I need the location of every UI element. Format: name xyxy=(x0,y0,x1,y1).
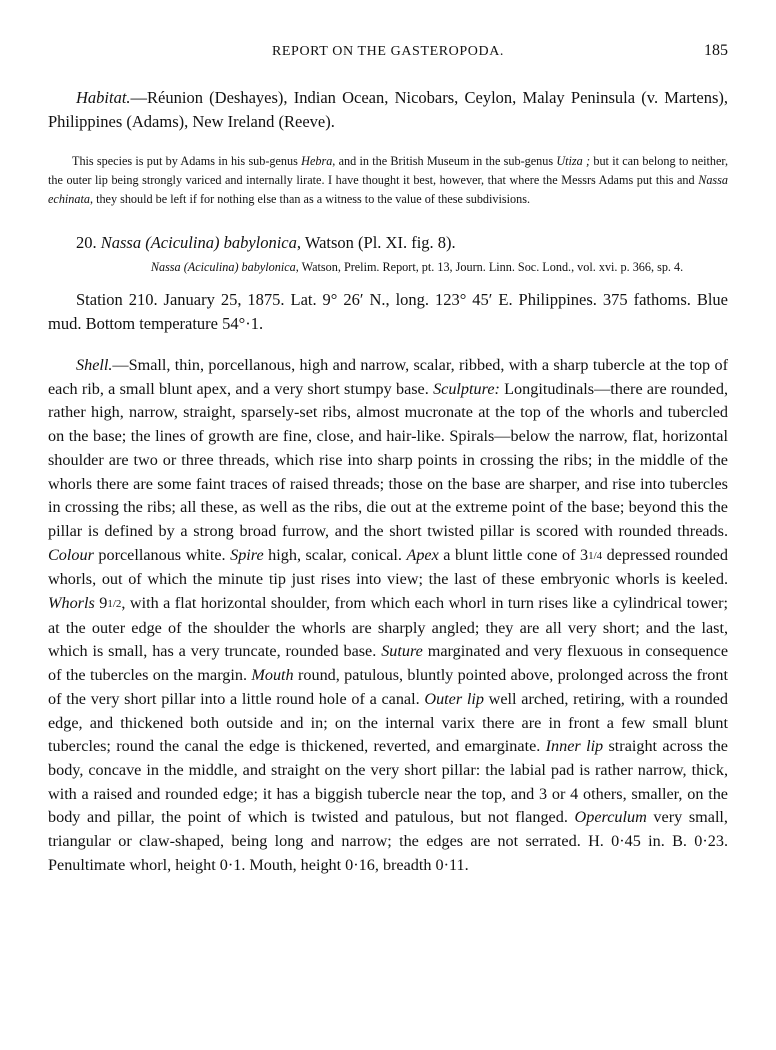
habitat-paragraph xyxy=(48,86,728,134)
species-heading xyxy=(48,231,728,255)
operculum-label: Operculum xyxy=(574,808,647,827)
outer-lip-text: well arched, retiring, with a rounded edge, and thickened both outside and in; on the internal varix there are in front a few small blunt tubercles; round the canal the edge is thickened, reverted, and emarginate. xyxy=(48,689,729,756)
literature-reference xyxy=(48,259,728,276)
habitat-text: —Réunion (Deshayes), Indian Ocean, Nicobars, Ceylon, Malay Peninsula (v. Martens), Philippines (Adams), New Ireland (Reeve). xyxy=(48,88,728,131)
note-species-echinata: Nassa echinata xyxy=(48,173,728,206)
shell-text: —Small, thin, porcellanous, high and narrow, scalar, ribbed, with a sharp tubercle at the top of each rib, a small blunt apex, and a very short stumpy base. xyxy=(48,356,728,398)
suture-text: marginated and very flexuous in consequence of the tubercles on the margin. xyxy=(48,642,729,685)
classification-note xyxy=(48,152,728,209)
reference-species-name: Nassa (Aciculina) babylonica xyxy=(150,260,296,274)
note-text-3: but it can belong to neither, the outer lip being strongly variced and internally lirate. I have thought it best, however, that where the Messrs Adams put this and xyxy=(48,154,728,187)
whorls-number: 9 xyxy=(94,594,108,613)
reference-text: , Watson, Prelim. Report, pt. 13, Journ. Linn. Soc. Lond., vol. xvi. p. 366, sp. 4. xyxy=(295,260,684,274)
spire-label: Spire xyxy=(230,545,264,564)
mouth-label: Mouth xyxy=(251,666,294,685)
note-genus-hebra: Hebra xyxy=(301,154,333,168)
apex-text-b: depressed rounded whorls, out of which the minute tip just rises into view; the last of these embryonic whorls is keeled. xyxy=(48,545,728,589)
whorls-fraction: 1/2 xyxy=(107,598,122,611)
running-title: REPORT ON THE GASTEROPODA. xyxy=(271,44,505,59)
note-text-4: , they should be left if for nothing else than as a witness to the value of these subdivisions. xyxy=(89,192,530,206)
colour-text: porcellanous white. xyxy=(93,545,231,564)
apex-text-a: a blunt little cone of 3 xyxy=(438,545,589,564)
page-header xyxy=(48,38,728,62)
shell-label: Shell. xyxy=(76,356,113,374)
note-text-2: , and in the British Museum in the sub-genus xyxy=(332,154,557,168)
sculpture-text: Longitudinals—there are rounded, rather high, narrow, straight, sparsely-set ribs, almost mucronate at the top of the whorls and tubercled on the base; the lines of growth are fine, close, and hair-like. Spirals—below the narrow, flat, horizontal shoulder are two or three threads, which rise into sharp points in crossing the ribs; in the middle of the whorls there are some faint traces of raised threads; those on the base are sharper, and rise into tubercles in crossing the ribs; all these, as well as the ribs, die out at the extreme point of the base; beyond this the pillar is defined by a strong broad furrow, and the short twisted pillar is scored with rounded threads. xyxy=(48,379,728,540)
outer-lip-label: Outer lip xyxy=(424,689,484,708)
shell-description xyxy=(48,354,728,877)
note-genus-utiza: Utiza ; xyxy=(556,154,591,168)
apex-label: Apex xyxy=(406,545,439,564)
species-name: Nassa (Aciculina) babylonica xyxy=(100,233,297,252)
colour-label: Colour xyxy=(48,545,94,564)
whorls-text: , with a flat horizontal shoulder, from which each whorl in turn rises like a cylindrical tower; at the outer edge of the shoulder the whorls are sharply angled; they are all very short; and the last, which is small, has a very truncate, rounded base. xyxy=(48,594,728,661)
habitat-label: Habitat. xyxy=(76,88,131,107)
page-number: 185 xyxy=(704,42,728,59)
suture-label: Suture xyxy=(381,642,423,661)
inner-lip-text: straight across the body, concave in the middle, and straight on the very short pillar: the labial pad is rather narrow, thick, with a raised and rounded edge; it has a biggish tubercle near the top, and 3 or 4 others, smaller, on the body and pillar, the point of which is twisted and patulous, but not flanged. xyxy=(48,737,728,827)
species-author: , Watson (Pl. XI. fig. 8). xyxy=(296,233,456,252)
page xyxy=(48,38,728,877)
species-number: 20. xyxy=(76,233,97,252)
whorls-label: Whorls xyxy=(48,594,95,613)
note-text-1: This species is put by Adams in his sub-genus xyxy=(72,154,302,168)
operculum-text: very small, triangular or claw-shaped, being long and narrow; the edges are not serrated. H. 0·45 in. B. 0·23. Penultimate whorl, height 0·1. Mouth, height 0·16, breadth 0·11. xyxy=(48,808,728,874)
station-record: Station 210. January 25, 1875. Lat. 9° 26′ N., long. 123° 45′ E. Philippines. 375 fathoms. Blue mud. Bottom temperature 54°·1. xyxy=(48,290,728,333)
inner-lip-label: Inner lip xyxy=(545,737,604,756)
spire-text: high, scalar, conical. xyxy=(263,545,407,564)
mouth-text: round, patulous, bluntly pointed above, prolonged across the front of the very short pillar into a little round hole of a canal. xyxy=(48,666,728,708)
sculpture-label: Sculpture: xyxy=(433,379,500,398)
apex-fraction: 1/4 xyxy=(588,549,603,562)
